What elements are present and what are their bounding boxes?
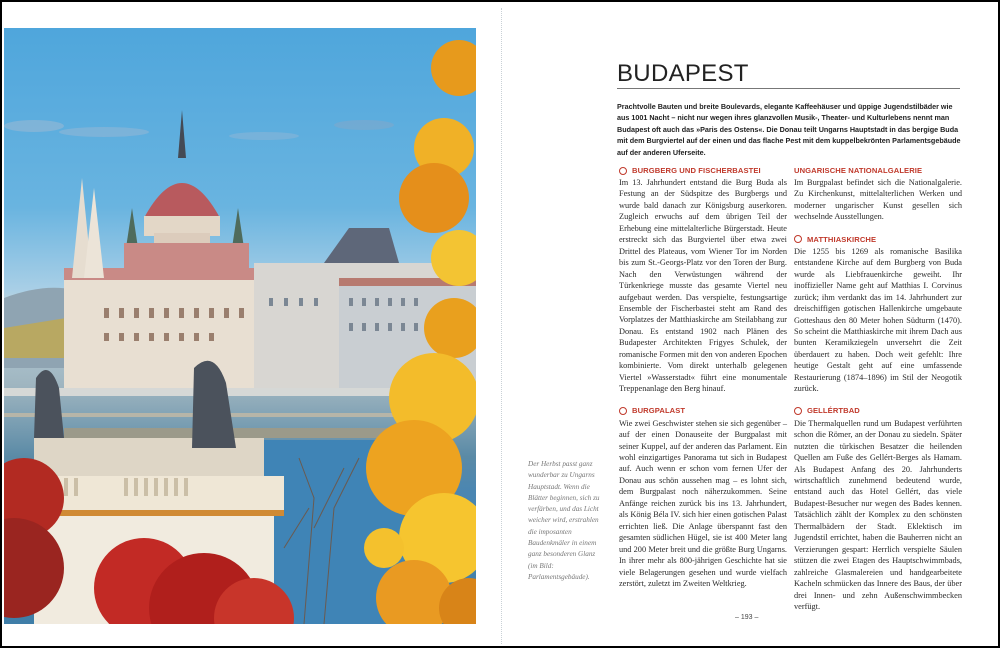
section-body: Die Thermalquellen rund um Budapest verführten schon die Römer, an der Donau zu siedeln. Später nutzten die türkischen Besatzer die heilenden Quellen am Fuße des Gellért-Berges als Hamam. Als Budapest Anfang des 20. Jahrhunderts wirtschaftlich zunehmend bedeutend wurde, entstand auch das Hotel Gellért, das viele Budapest-Besucher nur wegen des Bades kennen. Tatsächlich zählt der Komplex zu den schönsten Thermalbädern der Stadt. Eklektisch im Jugendstil errichtet, haben die Bauherren nicht an Verzierungen gespart: Herrlich verspielte Säulen stützen die zwei Etagen des Hauptschwimmbads, zahlreiche Glasmalereien und handgearbeitete Kacheln schmücken das Innere des Baus, der über drei Innen- und zehn Außenschwimmbecken verfügt. (794, 418, 962, 611)
section-body: Im Burgpalast befindet sich die Nationalgalerie. Zu Kirchenkunst, mittelalterlichen Werken und moderner ungarischer Kunst gesellen sich wechselnde Ausstellungen. (794, 178, 962, 222)
section-gellertbad (794, 406, 962, 613)
section-heading (794, 165, 962, 176)
circle-marker-icon (794, 407, 802, 415)
book-spread (2, 2, 998, 646)
section-matthiaskirche (794, 234, 962, 395)
section-heading-text: BURGPALAST (632, 406, 686, 416)
section-heading (794, 406, 962, 417)
section-burgberg (619, 165, 787, 395)
intro-paragraph: Prachtvolle Bauten und breite Boulevards, elegante Kaffeehäuser und üppige Jugendstilbäder wie aus 1001 Nacht – nicht nur wegen ihres glanzvollen Musik-, Theater- und Kulturlebens nennt man Budapest oft auch das »Paris des Ostens«. Die Donau teilt Ungarns Hauptstadt in das bergige Buda mit dem Burgviertel auf der einen und das flache Pest mit dem kuppelbekrönten Parlamentsgebäude auf der anderen Uferseite. (617, 102, 961, 157)
section-heading-text: MATTHIASKIRCHE (807, 234, 877, 244)
section-burgpalast (619, 406, 787, 590)
circle-marker-icon (619, 167, 627, 175)
parliament-photo (4, 28, 476, 624)
page-title: BUDAPEST (617, 60, 749, 87)
section-nationalgalerie (794, 165, 962, 223)
circle-marker-icon (794, 235, 802, 243)
photo-illustration (4, 28, 476, 624)
section-body: Im 13. Jahrhundert entstand die Burg Buda als Festung an der Südspitze des Burgbergs und wurde bald danach zur Königsburg auserkoren. Zugleich erwuchs auf dem übrigen Teil der Erhebung eine mittelalterliche Bürgerstadt. Heute erstreckt sich das Burgviertel über etwa zwei Drittel des Plateaus, vom Wiener Tor im Norden bis zum St.-Georgs-Platz vor den Toren der Burg. Nach den Verwüstungen während der Türkenkriege musste das gesamte Viertel neu aufgebaut werden. Das verspielte, festungsartige Ensemble der Fischerbastei steht am Rand des Vorplatzes der Matthiaskirche am Steilabhang zur Donau. Es entstand 1902 nach Plänen des Budapester Architekten Frigyes Schulek, der romanische Formen mit den von anderen Epochen kombinierte. Vom direkt unterhalb gelegenen Viertel »Wasserstadt« führt eine monumentale Treppenanlage den Berg hinauf. (619, 178, 787, 394)
section-heading-text: UNGARISCHE NATIONALGALERIE (794, 165, 923, 175)
section-heading-text: BURGBERG UND FISCHERBASTEI (632, 165, 761, 175)
left-text-column (619, 165, 787, 600)
title-divider (617, 88, 960, 89)
section-heading (794, 234, 962, 245)
page-gutter (501, 8, 502, 644)
section-heading (619, 406, 787, 417)
right-text-column (794, 165, 962, 623)
circle-marker-icon (619, 407, 627, 415)
page-number: – 193 – (735, 614, 759, 621)
section-heading (619, 165, 787, 176)
photo-caption: Der Herbst passt ganz wunderbar zu Ungarns Hauptstadt. Wenn die Blätter beginnen, sich zu verfärben, und das Licht weicher wird, erstrahlen die imposanten Baudenkmäler in einem ganz besonderen Glanz (im Bild: Parlamentsgebäude). (528, 460, 600, 581)
section-heading-text: GELLÉRTBAD (807, 406, 860, 416)
section-body: Die 1255 bis 1269 als romanische Basilika entstandene Kirche auf dem Burgberg von Buda wurde als Liebfrauenkirche geweiht. Ihr inoffizieller Name geht auf Matthias I. Corvinus zurück; ihm verdankt das im 14. Jahrhundert zur dreischiffigen gotischen Hallenkirche umgebaute Gotteshaus den 80 Meter hohen Südturm (1470). So scheint die Matthiaskirche mit ihrem Dach aus bunten Keramikziegeln unversehrt die Zeit überdauert zu haben. Doch weit gefehlt: Ihre heutige Gestalt geht auf eine umfassende Restaurierung (1874–1896) im Stil der Neogotik zurück. (794, 246, 962, 394)
section-body: Wie zwei Geschwister stehen sie sich gegenüber – auf der einen Donauseite der Burgpalast mit seiner Kuppel, auf der anderen das Parlament. Ein wohl einzigartiges Panorama tut sich in Budapest auf. Auch wenn er schon vom fernen Ufer der Donau aus schön aussehen mag – es lohnt sich, dem Burgpalast noch näherzukommen. Seine Anfänge reichen zurück bis ins 13. Jahrhundert, als König Béla IV. sich hier einen gotischen Palast errichten ließ. Die Anlage überspannt fast den gesamten südlichen Hügel, sie ist 400 Meter lang und 200 Meter breit und die größte Burg Ungarns. In ihrer mehr als 800-jährigen Geschichte hat sie viele Belagerungen gesehen und wurde vielfach zerstört, zuletzt im Zweiten Weltkrieg. (619, 418, 787, 588)
